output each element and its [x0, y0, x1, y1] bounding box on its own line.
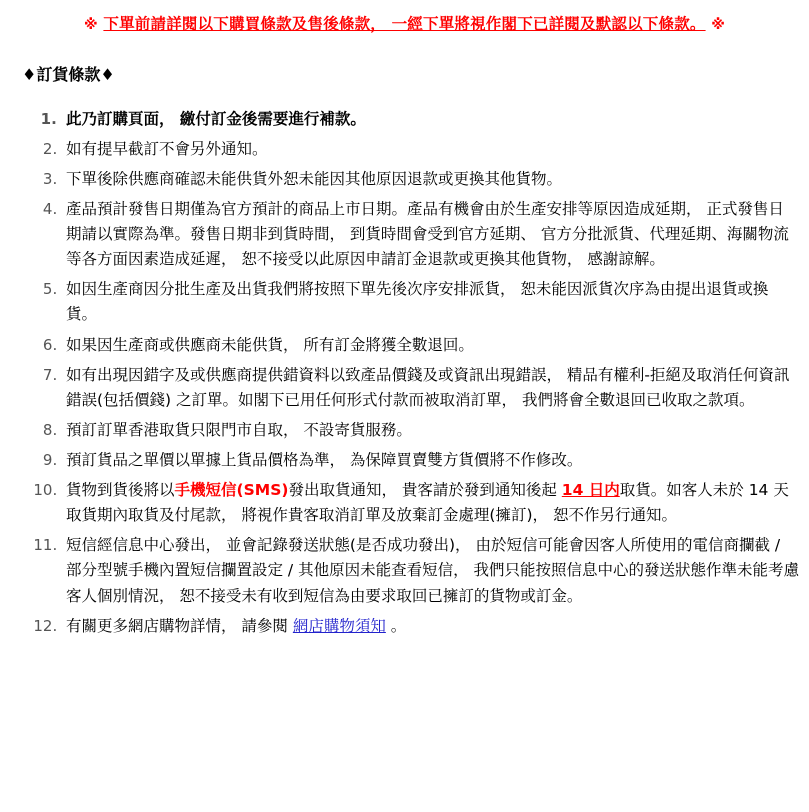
section-title: ♦訂貨條款♦: [22, 64, 115, 84]
term-item: [62, 363, 799, 413]
term-item: [62, 533, 799, 608]
top-notice-text: 下單前請詳閱以下購買條款及售後條款， 一經下單將視作閣下已詳閱及默認以下條款。: [103, 15, 706, 33]
shopping-guide-link[interactable]: 網店購物須知: [292, 616, 386, 635]
term-text: 短信經信息中心發出， 並會記錄發送狀態(是否成功發出)， 由於短信可能會因客人所使用的電信商攔截 / 部分型號手機內置短信攔置設定 / 其他原因未能查看短信， 我們只能按照信息中心的發送狀態作準未能考慮客人個別情況， 恕不接受未有收到短信為由要求取回已擁訂的貨物或訂金。: [66, 536, 800, 605]
term-text: 預訂訂單香港取貨只限門市自取， 不設寄貨服務。: [66, 420, 412, 439]
term-text: 貨物到貨後將以: [66, 481, 175, 500]
term-emphasis: 手機短信(SMS): [174, 481, 289, 500]
term-text: 產品預計發售日期僅為官方預計的商品上市日期。產品有機會由於生產安排等原因造成延期， 正式發售日期請以實際為準。發售日期非到貨時間， 到貨時間會受到官方延期、 官方分批派貨、代理延期、海關物流等各方面因素造成延遲， 恕不接受以此原因申請訂金退款或更換其他貨物， 感謝諒解。: [66, 200, 789, 269]
term-item: [62, 418, 799, 443]
term-item: [62, 167, 799, 192]
term-item: [62, 277, 799, 327]
term-text: 如有出現因錯字及或供應商提供錯資料以致產品價錢及或資訊出現錯誤， 精品有權利-拒絕及取消任何資訊錯誤(包括價錢) 之訂單。如閣下已用任何形式付款而被取消訂單， 我們將會全數退回已收取之款項。: [66, 365, 790, 409]
term-text: 有關更多網店購物詳情， 請參閱: [66, 616, 293, 635]
term-text: 。: [385, 616, 407, 635]
term-item: [62, 137, 799, 162]
asterisk-icon-right: ※: [711, 17, 726, 33]
term-text: 如果因生產商或供應商未能供貨， 所有訂金將獲全數退回。: [66, 335, 474, 354]
asterisk-icon-left: ※: [83, 17, 98, 33]
term-deadline: 14 日内: [561, 481, 620, 500]
term-text: 取貨。如客人未於 14 天取貨期內取貨及付尾款， 將視作貴客取消訂單及放棄訂金處理(擁訂)， 恕不作另行通知。: [66, 481, 789, 525]
term-text: 此乃訂購頁面， 繳付訂金後需要進行補款。: [66, 109, 366, 128]
term-text: 預訂貨品之單價以單據上貨品價格為準， 為保障買賣雙方貨價將不作修改。: [66, 451, 583, 469]
term-item: [62, 333, 799, 358]
term-item: [62, 107, 799, 132]
term-item: [62, 614, 799, 639]
term-text: 如因生產商因分批生產及出貨我們將按照下單先後次序安排派貨， 恕未能因派貨次序為由提出退貨或換貨。: [66, 280, 769, 324]
terms-list: [10, 107, 799, 639]
term-item: [62, 448, 799, 473]
term-item: [62, 478, 799, 528]
term-text: 如有提早截訂不會另外通知。: [66, 139, 268, 158]
top-notice: [10, 14, 799, 36]
term-text: 發出取貨通知， 貴客請於發到通知後起: [288, 481, 562, 500]
term-item: [62, 197, 799, 272]
term-text: 下單後除供應商確認未能供貨外恕未能因其他原因退款或更換其他貨物。: [66, 169, 563, 188]
